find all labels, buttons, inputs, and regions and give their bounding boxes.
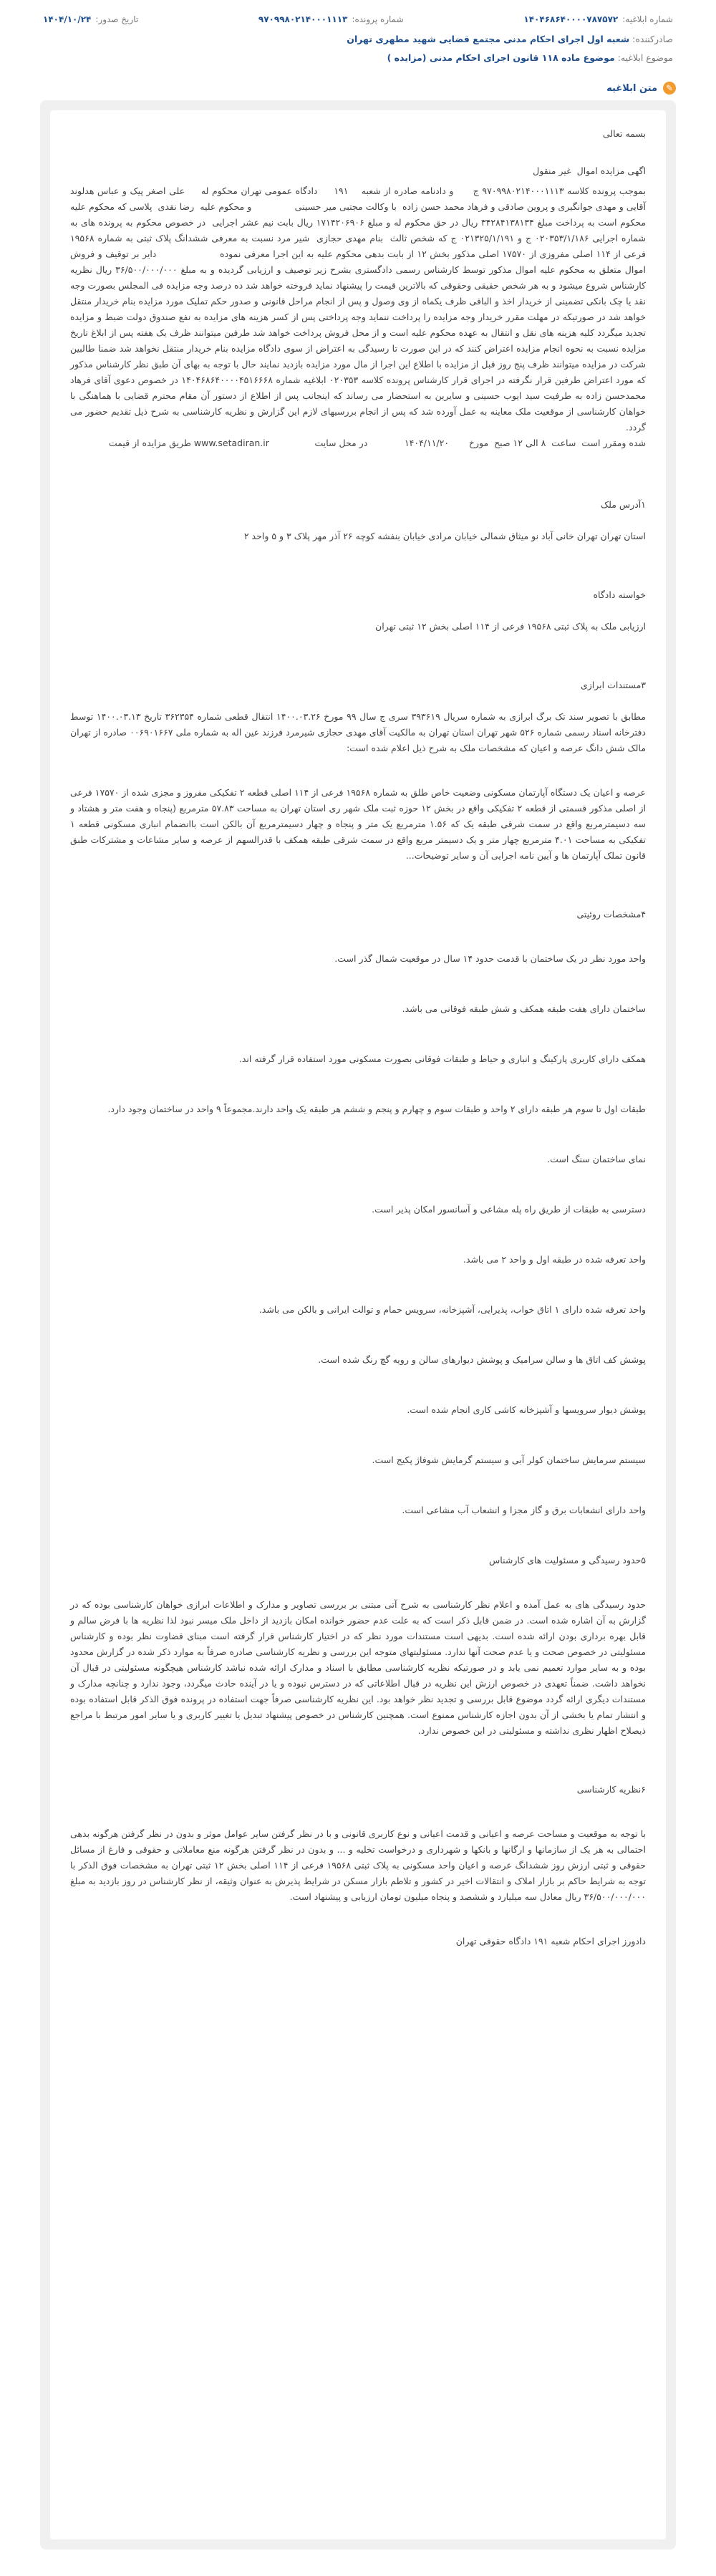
section-observations-heading: ۴مشخصات روئیتی [576, 909, 646, 920]
observation-item: سیستم سرمایش ساختمان کولر آبی و سیستم گرمایش شوفاژ پکیج است. [372, 1455, 646, 1465]
notice-content [50, 110, 666, 2539]
issue-date-label: تاریخ صدور: [95, 14, 139, 24]
observation-item: ساختمان دارای هفت طبقه همکف و شش طبقه فوقانی می باشد. [402, 1003, 646, 1014]
issuer-value: شعبه اول اجرای احکام مدنی مجتمع قضایی شهید مطهری تهران [347, 34, 630, 44]
issuer-label: صادرکننده: [632, 34, 673, 44]
file-number-label: شماره پرونده: [352, 14, 404, 24]
basmala: بسمه تعالی [602, 128, 646, 139]
file-number [258, 14, 404, 24]
documents-text: مطابق با تصویر سند تک برگ ابرازی به شماره سریال ۳۹۳۶۱۹ سری ج سال ۹۹ مورخ ۱۴۰۰.۰۳.۲۶ انتقال قطعی شماره ۳۶۲۳۵۴ تاریخ ۱۴۰۰.۰۳.۱۳ توسط دفترخانه اسناد رسمی شماره ۵۲۶ شهر تهران استان تهران به مالکیت آقای مهدی حجازی شیرمرد فرزند عین اله به شماره ملی ۰۰۶۹۰۱۶۶۷ صادره از تهران مالک شش دانگ عرصه و اعیان که مشخصات ملک به شرح ذیل اعلام شده است: [67, 711, 647, 753]
file-number-value: ۹۷۰۹۹۸۰۲۱۴۰۰۰۱۱۱۳ [258, 14, 348, 24]
subject-value: موضوع ماده ۱۱۸ قانون اجرای احکام مدنی (مزایده ) [387, 52, 615, 63]
court-request-text: ارزیابی ملک به پلاک ثبتی ۱۹۵۶۸ فرعی از ۱۱۴ اصلی بخش ۱۲ ثبتی تهران [375, 621, 646, 632]
observation-item: همکف دارای کاربری پارکینگ و انباری و حیاط و طبقات فوقانی بصورت مسکونی مورد استفاده قرار گرفته اند. [238, 1053, 646, 1064]
notice-text-header [40, 76, 676, 100]
subject-line [0, 49, 716, 67]
observation-item: پوشش دیوار سرویسها و آشپزخانه کاشی کاری انجام شده است. [407, 1404, 646, 1415]
signature-line: دادورز اجرای احکام شعبه ۱۹۱ دادگاه حقوقی تهران [455, 1936, 646, 1947]
observation-item: واحد دارای انشعابات برق و گاز مجزا و انشعاب آب مشاعی است. [402, 1505, 646, 1515]
notice-number [523, 14, 673, 24]
observation-item: دسترسی به طبقات از طریق راه پله مشاعی و آسانسور امکان پذیر است. [372, 1204, 646, 1215]
subject-label: موضوع ابلاغیه: [617, 52, 673, 63]
observation-item: نمای ساختمان سنگ است. [547, 1154, 646, 1164]
scope-text: حدود رسیدگی های به عمل آمده و اعلام نظر کارشناسی به شرح آتی مبتنی بر بررسی تصاویر و مدارک و اطلاعات ابرازی خواهان کارشناسی بوده که در گزارش به آن اشاره شده است. در ضمن قابل ذکر است که به علت عدم حضور خوانده امکان بازدید از داخل ملک میسر نبود لذا نظریه ها با فرض سالم و قابل بهره برداری بودن ارائه شده است. بدیهی است مستندات مورد نظر که در اختیار کارشناس قرار گرفته است مبنای قضاوت نظر بوده و کارشناس مسئولیتی در خصوص صحت و یا عدم صحت آنها ندارد. مسئولیتهای متوجه این بررسی و نظریه کارشناسی صادره صرفاً به موارد ذکر شده در گزارش محدود بوده و به سایر موارد تعمیم نمی یابد و در صورتیکه نظریه کارشناسی مطابق با اسناد و مدارک ارائه شده نباشد کارشناس هیچگونه مسئولیتی در قبال آن نخواهد داشت. ضمناً تعهدی در خصوص ارزش این نظریه در قبال اطلاعاتی که در دسترس نبوده و یا در آینده حادث میگردد، وجود ندارد و چنانچه مدارک و مستندات دیگری ارائه گردد موضوع قابل بررسی و تجدید نظر خواهد بود. این نظریه کارشناسی صرفاً جهت استفاده در پرونده فوق الذکر قابل استفاده بوده و انتشار تمام یا بخشی از آن بدون اجازه کارشناس ممنوع است. همچنین کارشناس در خصوص پیشنهاد تبدیل یا تغییر کاربری و یا سایر امور مرتبط با مراجع ذیصلاح اظهار نظری نداشته و مسئولیتی در این خصوص ندارد. [67, 1599, 646, 1736]
section-address-heading: ۱آدرس ملک [600, 499, 646, 510]
section-expert-opinion-heading: ۶نظریه کارشناسی [576, 1784, 646, 1795]
observation-item: واحد تعرفه شده دارای ۱ اتاق خواب، پذیرایی، آشپزخانه، سرویس حمام و توالت ایرانی و بالکن می باشد. [258, 1304, 646, 1315]
expert-opinion-text: با توجه به موقعیت و مساحت عرصه و اعیانی و قدمت اعیانی و نوع کاربری قانونی و با در نظر گرفتن سایر عوامل موثر و بدون در نظر گرفتن هرگونه بدهی احتمالی به هر یک از سازمانها و ارگانها و بانکها و شهرداری و درخواست تخلیه و ... و بدون در نظر گرفتن هرگونه منع معاملاتی و حقوقی و فارغ از مسائل حقوقی و ثبتی ارزش روز ششدانگ عرصه و اعیان واحد مسکونی به پلاک ثبتی ۱۹۵۶۸ فرعی از ۱۱۴ اصلی بخش ۱۲ ثبتی تهران به مشخصات فوق الذکر با توجه به شرایط حاکم بر بازار املاک و انتقالات اخیر در کشور و تلاطم بازار مسکن در شرایط پذیرش به عنوان وثیقه، از نظر کارشناس در روز بازدید به مبلغ ۳۶/۵۰۰/۰۰۰/۰۰۰ ریال معادل سه میلیارد و ششصد و پنجاه میلیون تومان ارزیابی و پیشنهاد است. [67, 1828, 647, 1902]
intro-paragraph: بموجب پرونده کلاسه ۹۷۰۹۹۸۰۲۱۴۰۰۰۱۱۱۳ ج و دادنامه صادره از شعبه ۱۹۱ دادگاه عمومی تهران محکوم له علی اصغر پیک و عباس هدلوند آقایی و مهدی جوانگیری و پروین صادقی و فرهاد محمد حسن زاده با وکالت مجتبی میر حسینی و محکوم علیه رضا نقدی پلاسی که محکوم علیه محکوم است به پرداخت مبلغ ۳۴۲۸۴۱۳۸۱۳۴ ریال در حق محکوم له و مبلغ ۱۷۱۴۲۰۶۹۰۶ ریال بابت نیم عشر اجرایی در خصوص محکوم به پرونده های به شماره اجرایی ۰۲۰۳۵۳/۱/۱۸۶ ج و ۰۲۱۳۲۵/۱/۱۹۱ ج که شخص ثالث بنام مهدی حجازی شیر مرد نسبت به معرفی ششدانگ پلاک ثبتی به شماره ۱۹۵۶۸ فرعی از ۱۱۴ اصلی مفروزی از ۱۷۵۷۰ اصلی مذکور بخش ۱۲ از بابت بدهی محکوم علیه به این اجرا معرفی نموده دایر بر توقیف و فروش اموال متعلق به محکوم علیه اموال مذکور توسط کارشناس رسمی دادگستری بشرح زیر توصیف و ارزیابی گردیده و به مبلغ ۳۶/۵۰۰/۰۰۰/۰۰۰ ریال نظریه کارشناس شروع میشود و به هر شخص حقیقی وحقوقی که بالاترین قیمت را پیشنهاد نماید فروخته خواهد شد ده درصد وجه مزایده فی المجلس بصورت وجه نقد یا چک بانکی تضمینی از خریدار اخذ و الباقی ظرف یکماه از وی وصول و پس از انجام مراحل قانونی و صدور حکم تملیک مورد مزایده بنام خریدار منتقل خواهد شد در صورتیکه در مهلت مقرر خریدار وجه مزایده را پرداخت ننماید وجه پرداختی پس از کسر هزینه های مزایده به نفع صندوق دولت ضبط و مزایده تجدید میگردد کلیه هزینه های نقل و انتقال به عهده محکوم علیه است و از محل فروش پرداخت خواهد شد طرفین میتوانند ظرف یک هفته پس از ابلاغ تاریخ مزایده نسبت به نحوه انجام مزایده اعتراض کنند که در این صورت تا رسیدگی به اعتراض از سوی دادگاه مزایده بنام خریدار منتقل نخواهد شد ضمنا طالبین شرکت در مزایده میتوانند ظرف پنج روز قبل از مزایده با اطلاع این اجرا از مال مورد مزایده بازدید نمایند حال با توجه به بهای آن طبق نظر کارشناس مذکور که مورد اعتراض طرفین قرار نگرفته در اجرای قرار کارشناس پرونده کلاسه ۰۲۰۳۵۳ ابلاغیه شماره ۱۴۰۴۶۸۶۴۰۰۰۰۴۵۱۶۶۶۸ در خصوص دعوی آقای فرهاد محمدحسن زاده به طرفیت سید ایوب حسینی و سایرین به استحضار می رساند که اینجانب پس از اطلاع از دستور آن مقام محترم قضایی با هماهنگی با خواهان کارشناسی از موقعیت ملک معاینه به عمل آورده شد که پس از انجام بررسیهای لازم این گزارش و نظریه کارشناسی به شرح ذیل تقدیم حضور می گردد. [67, 185, 647, 433]
section-scope-heading: ۵حدود رسیدگی و مسئولیت های کارشناس [489, 1555, 646, 1566]
observation-item: طبقات اول تا سوم هر طبقه دارای ۲ واحد و طبقات سوم و چهارم و پنجم و ششم هر طبقه یک واحد دارند.مجموعاً ۹ واحد در ساختمان وجود دارد. [107, 1104, 646, 1114]
observation-item: واحد مورد نظر در یک ساختمان با قدمت حدود ۱۴ سال در موقعیت شمال گذر است. [334, 953, 646, 964]
notice-number-value: ۱۴۰۴۶۸۶۴۰۰۰۰۷۸۷۵۷۲ [523, 14, 619, 24]
document-icon: ✎ [663, 82, 676, 95]
property-description-text: عرصه و اعیان یک دستگاه آپارتمان مسکونی وضعیت خاص طلق به شماره ۱۹۵۶۸ فرعی از ۱۱۴ اصلی قطعه ۲ تفکیکی مفروز و مجزی شده از ۱۷۵۷۰ فرعی از اصلی مذکور قسمتی از قطعه ۲ تفکیکی واقع در بخش ۱۲ حوزه ثبت ملک شهر ری استان تهران به مساحت ۵۷.۸۳ مترمربع (پنجاه و هفت متر و هشتاد و سه دسیمترمربع واقع در سمت شرقی طبقه یک که ۱.۵۶ مترمربع یک متر و پنجاه و چهار دسیمترمربع آن بالکن است باانضمام انباری مسکونی قطعه ۱ تفکیکی به مساحت ۴.۰۱ مترمربع چهار متر و یک دسیمتر مربع واقع در سمت شرقی طبقه همکف با قدرالسهم از عرصه و سایر مشاعات و مشترکات طبق قانون تملک آپارتمان ها و آیین نامه اجرایی آن و سایر توضیحات... [67, 787, 647, 861]
address-text: استان تهران تهران خانی آباد نو میثاق شمالی خیابان مرادی خیابان بنفشه کوچه ۲۶ آذر مهر پلاک ۳ و ۵ واحد ۲ [243, 531, 646, 541]
issue-date-value: ۱۴۰۴/۱۰/۲۴ [43, 14, 92, 24]
issue-date [43, 14, 138, 24]
section-court-request-heading: خواسته دادگاه [593, 589, 646, 600]
ad-title: اگهی مزایده اموال غیر منقول [533, 165, 646, 176]
issuer-line [0, 30, 716, 49]
observation-item: پوشش کف اتاق ها و سالن سرامیک و پوشش دیوارهای سالن و رویه گچ رنگ شده است. [318, 1354, 646, 1365]
observation-item: واحد تعرفه شده در طبقه اول و واحد ۲ می باشد. [463, 1254, 646, 1265]
notice-number-label: شماره ابلاغیه: [622, 14, 673, 24]
notice-meta-row [0, 0, 716, 30]
notice-content-frame [40, 100, 676, 2550]
section-documents-heading: ۳مستندات ابرازی [580, 680, 646, 690]
notice-text-title: متن ابلاغیه [606, 82, 657, 94]
auction-time-line: شده ومقرر است ساعت ۸ الی ۱۲ صبح مورخ ۱۴۰۴/۱۱/۲۰ در محل سایت www.setadiran.ir طریق مزایده از قیمت [108, 438, 646, 448]
